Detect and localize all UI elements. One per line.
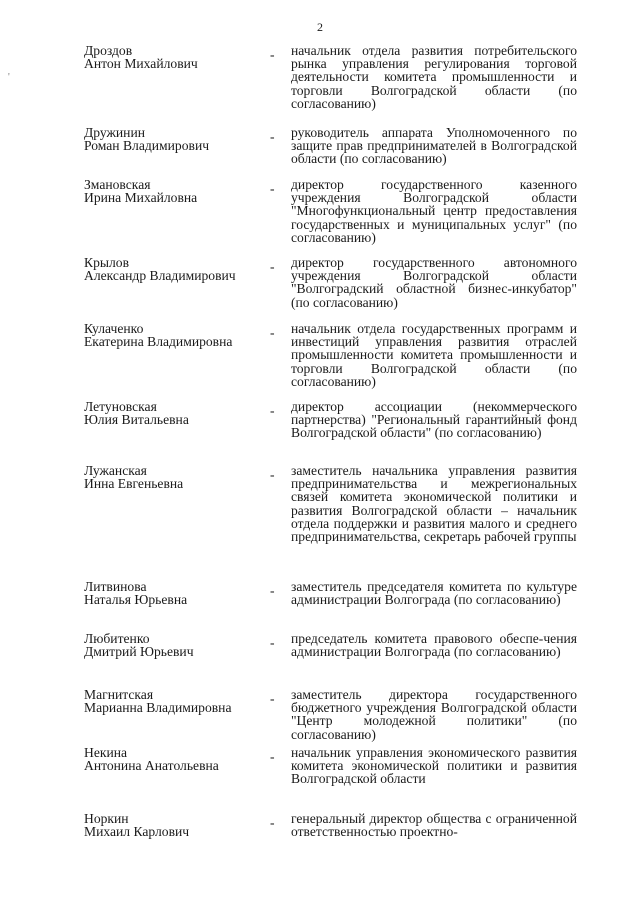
member-surname: Дружинин [84, 125, 145, 140]
separator-dash: - [270, 583, 275, 598]
member-surname: Литвинова [84, 579, 147, 594]
member-role: генеральный директор общества с ограниченной ответственностью проектно- [291, 811, 577, 840]
member-given-name: Наталья Юрьевна [84, 592, 188, 608]
member-name [84, 580, 264, 606]
member-surname: Крылов [84, 255, 129, 270]
member-name [84, 812, 264, 838]
member-given-name: Юлия Витальевна [84, 412, 189, 428]
member-given-name: Антон Михайлович [84, 56, 198, 72]
member-role: начальник управления экономического развития комитета экономической политики и развития Волгоградской области [291, 745, 577, 787]
member-surname: Магнитская [84, 687, 154, 702]
separator-dash: - [270, 749, 275, 764]
separator-dash: - [270, 815, 275, 830]
member-surname: Лужанская [84, 463, 147, 478]
separator-dash: - [270, 129, 275, 144]
member-surname: Змановская [84, 177, 151, 192]
member-role: руководитель аппарата Уполномоченного по защите прав предпринимателей в Волгоградской области (по согласованию) [291, 125, 577, 167]
member-given-name: Инна Евгеньевна [84, 476, 184, 492]
separator-dash: - [270, 47, 275, 62]
member-name [84, 688, 264, 714]
member-name [84, 746, 264, 772]
member-given-name: Ирина Михайловна [84, 190, 198, 206]
member-surname: Некина [84, 745, 128, 760]
member-given-name: Александр Владимирович [84, 268, 236, 284]
member-surname: Летуновская [84, 399, 157, 414]
member-role: директор государственного автономного учреждения Волгоградской области "Волгоградский областной бизнес-инкубатор" (по согласованию) [291, 255, 577, 310]
page-number: 2 [317, 20, 323, 34]
member-given-name: Дмитрий Юрьевич [84, 644, 194, 660]
separator-dash: - [270, 259, 275, 274]
member-given-name: Марианна Владимировна [84, 700, 232, 716]
member-role: директор государственного казенного учреждения Волгоградской области "Многофункциональный центр предоставления государственных и муниципальных услуг" (по согласованию) [291, 177, 577, 245]
separator-dash: - [270, 467, 275, 482]
member-given-name: Роман Владимирович [84, 138, 210, 154]
member-name [84, 322, 264, 348]
member-name [84, 632, 264, 658]
member-given-name: Антонина Анатольевна [84, 758, 219, 774]
member-role: начальник отдела государственных программ и инвестиций управления развития отраслей промышленности комитета промышленности и торговли Волгоградской области (по согласованию) [291, 321, 577, 389]
member-name [84, 256, 264, 282]
member-role: заместитель директора государственного бюджетного учреждения Волгоградской области "Центр молодежной политики" (по согласованию) [291, 687, 577, 742]
separator-dash: - [270, 325, 275, 340]
member-role: заместитель председателя комитета по культуре администрации Волгограда (по согласованию) [291, 579, 577, 608]
member-name [84, 178, 264, 204]
separator-dash: - [270, 181, 275, 196]
member-surname: Дроздов [84, 43, 133, 58]
member-role: начальник отдела развития потребительского рынка управления регулирования торговой деятельности комитета промышленности и торговли Волгоградской области (по согласованию) [291, 43, 577, 111]
member-name [84, 44, 264, 70]
member-name [84, 400, 264, 426]
member-given-name: Михаил Карлович [84, 824, 190, 840]
member-surname: Кулаченко [84, 321, 144, 336]
member-name [84, 126, 264, 152]
member-surname: Норкин [84, 811, 129, 826]
member-surname: Любитенко [84, 631, 150, 646]
separator-dash: - [270, 691, 275, 706]
member-role: директор ассоциации (некоммерческого партнерства) "Региональный гарантийный фонд Волгоградской области" (по согласованию) [291, 399, 577, 441]
separator-dash: - [270, 403, 275, 418]
member-role: заместитель начальника управления развития предпринимательства и межрегиональных связей комитета экономической политики и развития Волгоградской области – начальник отдела поддержки и развития малого и среднего предпринимательства, секретарь рабочей группы [291, 463, 577, 545]
margin-mark: ' [8, 72, 10, 83]
member-role: председатель комитета правового обеспе-чения администрации Волгограда (по согласованию) [291, 631, 577, 660]
member-name [84, 464, 264, 490]
separator-dash: - [270, 635, 275, 650]
member-given-name: Екатерина Владимировна [84, 334, 233, 350]
